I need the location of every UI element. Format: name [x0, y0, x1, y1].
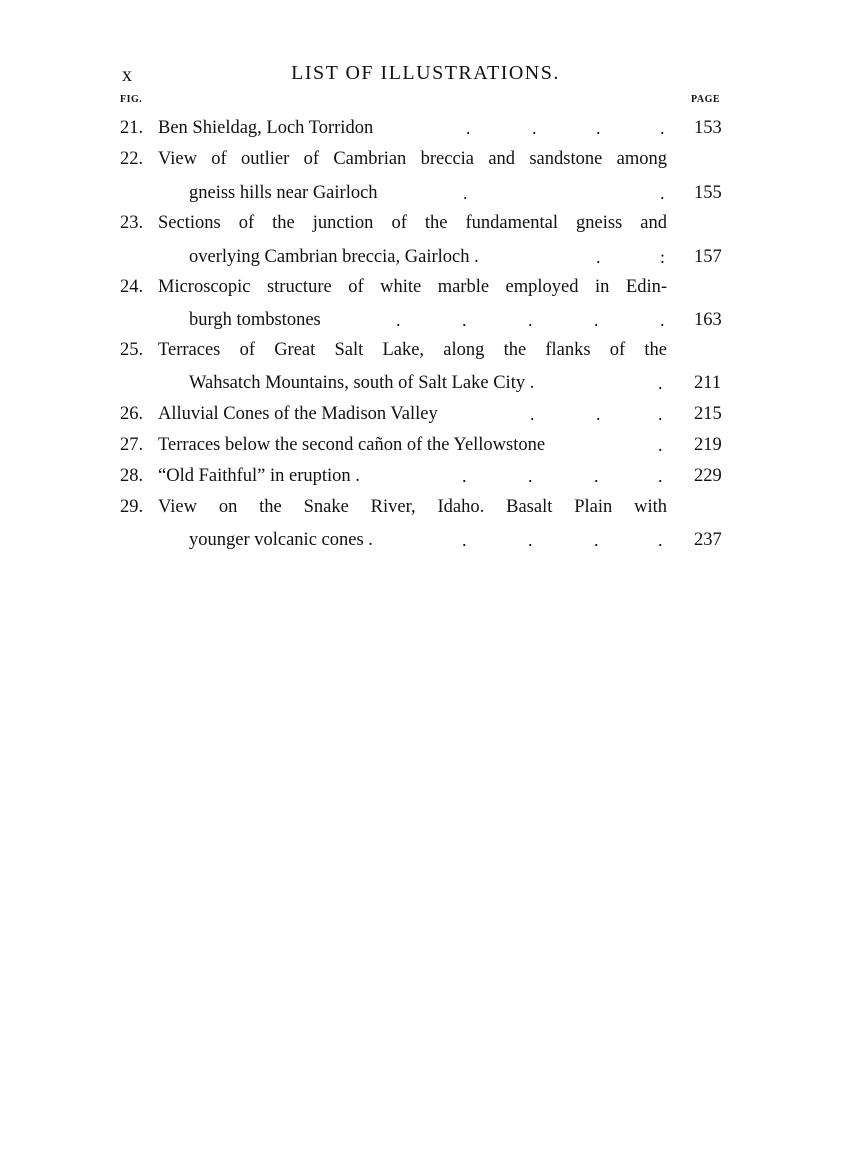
fig-number: 28.: [120, 466, 144, 486]
page-ref: 155: [694, 183, 722, 203]
page-ref: 163: [694, 310, 722, 330]
page-ref: 153: [694, 118, 722, 138]
fig-number: 29.: [120, 497, 144, 517]
caption-line: younger volcanic cones .: [189, 530, 373, 550]
page-ref: 157: [694, 247, 722, 267]
caption-line: Wahsatch Mountains, south of Salt Lake City .: [189, 373, 535, 393]
caption-line: gneiss hills near Gairloch: [189, 183, 378, 203]
page-ref: 237: [694, 530, 722, 550]
page-header: [118, 58, 733, 88]
fig-number: 23.: [120, 213, 144, 233]
caption-line: Microscopic structure of white marble employed in Edin-: [158, 277, 667, 297]
fig-number: 27.: [120, 435, 144, 455]
page-title: LIST OF ILLUSTRATIONS.: [291, 62, 560, 84]
page-number: x: [122, 64, 132, 86]
caption-line: “Old Faithful” in eruption .: [158, 466, 360, 486]
fig-number: 26.: [120, 404, 144, 424]
page-ref: 215: [694, 404, 722, 424]
caption-line: overlying Cambrian breccia, Gairloch .: [189, 247, 479, 267]
fig-number: 25.: [120, 340, 144, 360]
fig-column-heading: FIG.: [120, 94, 143, 105]
page-ref: 211: [694, 373, 722, 393]
fig-number: 24.: [120, 277, 144, 297]
caption-line: Terraces below the second cañon of the Yellowstone: [158, 435, 546, 455]
caption-line: View of outlier of Cambrian breccia and sandstone among: [158, 149, 667, 169]
caption-line: View on the Snake River, Idaho. Basalt Plain with: [158, 497, 667, 517]
fig-number: 21.: [120, 118, 144, 138]
page-ref: 229: [694, 466, 722, 486]
page-column-heading: PAGE: [691, 94, 721, 105]
caption-line: Terraces of Great Salt Lake, along the flanks of the: [158, 340, 667, 360]
caption-line: burgh tombstones: [189, 310, 321, 330]
page-ref: 219: [694, 435, 722, 455]
caption-line: Sections of the junction of the fundamental gneiss and: [158, 213, 667, 233]
fig-number: 22.: [120, 149, 144, 169]
caption-line: Ben Shieldag, Loch Torridon: [158, 118, 374, 138]
caption-line: Alluvial Cones of the Madison Valley: [158, 404, 438, 424]
